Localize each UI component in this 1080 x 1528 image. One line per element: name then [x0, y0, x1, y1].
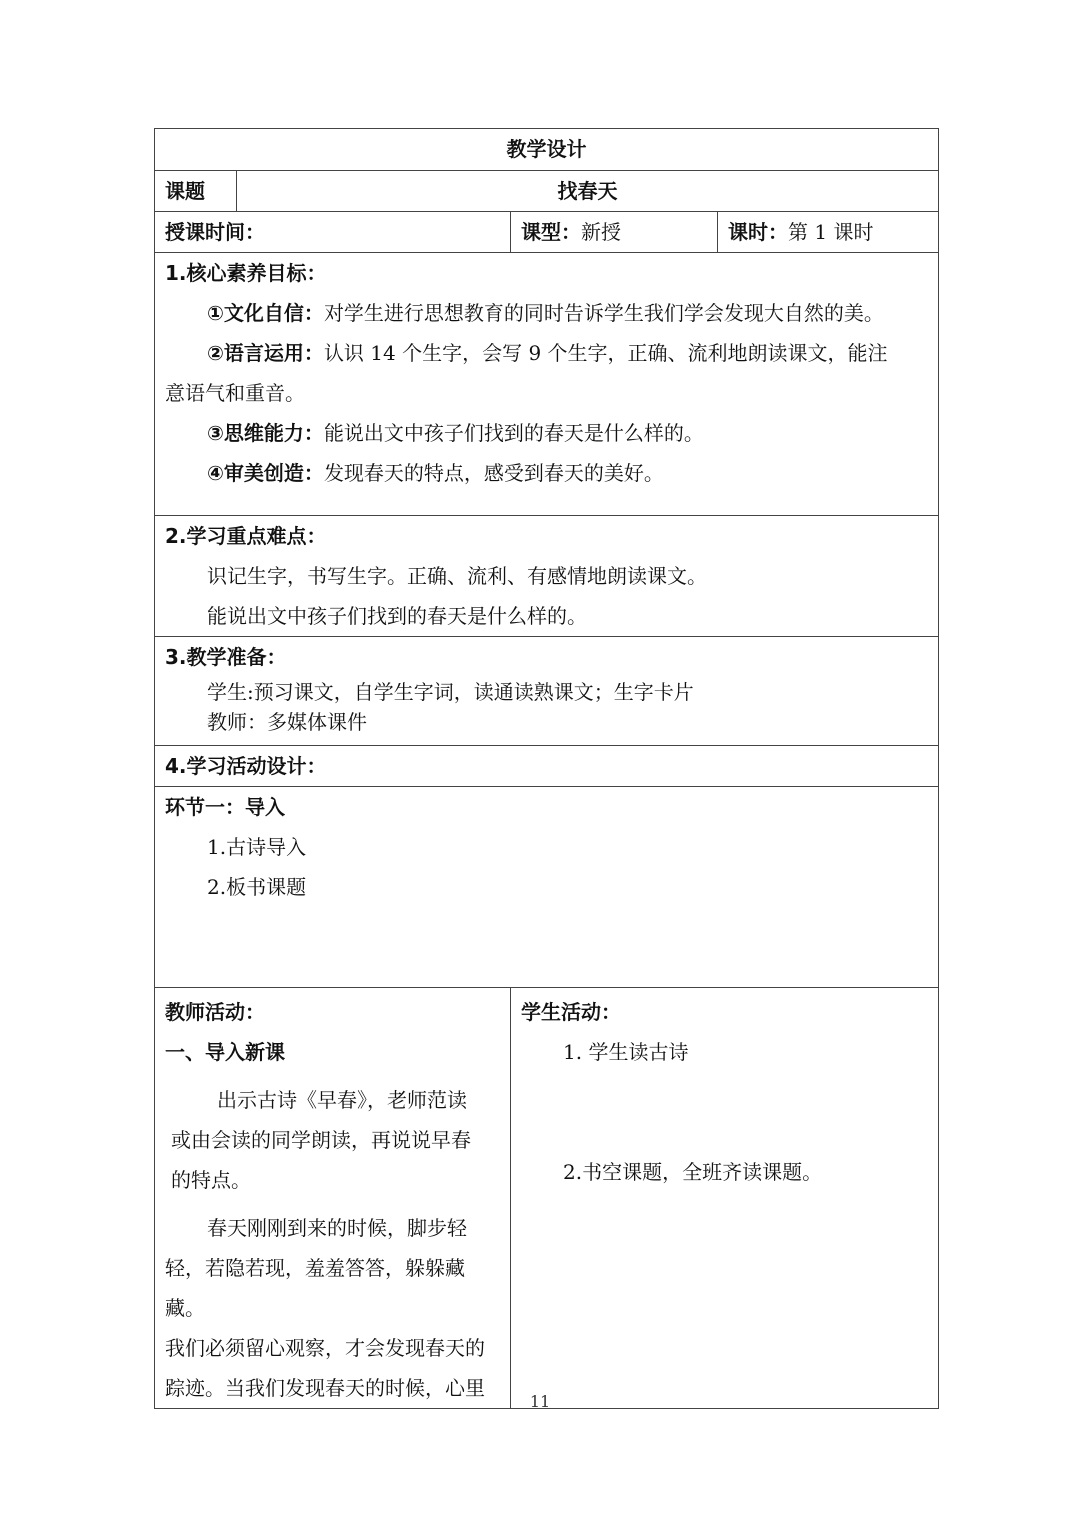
period-label: 课时： — [728, 220, 788, 244]
student-heading: 学生活动： — [521, 1000, 621, 1024]
type-value: 新授 — [581, 220, 621, 244]
time-label: 授课时间： — [155, 212, 511, 253]
teacher-para2-line: 轻，若隐若现，羞羞答答，躲躲藏藏。 — [165, 1256, 465, 1320]
teacher-para2-line: 踪迹。当我们发现春天的时候，心里 — [165, 1376, 485, 1400]
activity-design-heading: 4.学习活动设计： — [155, 746, 939, 787]
preparation-line: 学生:预习课文，自学生字词，读通读熟课文；生字卡片 — [207, 680, 694, 704]
key-point-line: 识记生字，书写生字。正确、流利、有感情地朗读课文。 — [207, 564, 707, 588]
goal-item-continuation: 意语气和重音。 — [165, 381, 305, 405]
activity-step: 1.古诗导入 — [207, 835, 307, 859]
student-activities — [511, 988, 939, 1409]
page-number: 11 — [529, 1392, 551, 1411]
preparation-heading: 3.教学准备： — [165, 645, 287, 669]
type-label: 课型： — [521, 220, 581, 244]
teacher-subheading: 一、导入新课 — [165, 1040, 285, 1064]
preparation-line: 教师：多媒体课件 — [207, 710, 367, 734]
type-cell — [511, 212, 718, 253]
teacher-para1-line: 或由会读的同学朗读，再说说早春 — [171, 1128, 471, 1152]
preparation-section — [155, 637, 939, 746]
teacher-para1-line: 的特点。 — [171, 1168, 251, 1192]
topic-label: 课题 — [155, 171, 237, 212]
teacher-para2-line: 春天刚刚到来的时候，脚步轻 — [207, 1216, 467, 1240]
teacher-heading: 教师活动： — [165, 1000, 265, 1024]
lesson-plan-table — [154, 128, 939, 1409]
period-value: 第 1 课时 — [788, 220, 874, 244]
period-cell — [718, 212, 939, 253]
key-point-line: 能说出文中孩子们找到的春天是什么样的。 — [207, 604, 587, 628]
goal-item: ③思维能力：能说出文中孩子们找到的春天是什么样的。 — [207, 421, 704, 445]
student-item: 1. 学生读古诗 — [563, 1040, 689, 1064]
activity-step: 2.板书课题 — [207, 875, 307, 899]
teacher-activities — [155, 988, 511, 1409]
goal-item: ①文化自信：对学生进行思想教育的同时告诉学生我们学会发现大自然的美。 — [207, 301, 884, 325]
key-points-section — [155, 516, 939, 637]
goal-item: ④审美创造：发现春天的特点，感受到春天的美好。 — [207, 461, 664, 485]
teacher-para2-line: 我们必须留心观察，才会发现春天的 — [165, 1336, 485, 1360]
student-item: 2.书空课题，全班齐读课题。 — [563, 1160, 823, 1184]
activity-section — [155, 787, 939, 988]
topic-value: 找春天 — [237, 171, 939, 212]
teacher-para1-line: 出示古诗《早春》，老师范读 — [217, 1088, 467, 1112]
goals-section — [155, 253, 939, 516]
goals-heading: 1.核心素养目标： — [165, 261, 327, 285]
key-points-heading: 2.学习重点难点： — [165, 524, 327, 548]
goal-item: ②语言运用：认识 14 个生字，会写 9 个生字，正确、流利地朗读课文，能注 — [207, 341, 888, 365]
table-title: 教学设计 — [155, 129, 939, 171]
section-title: 环节一：导入 — [165, 795, 285, 819]
